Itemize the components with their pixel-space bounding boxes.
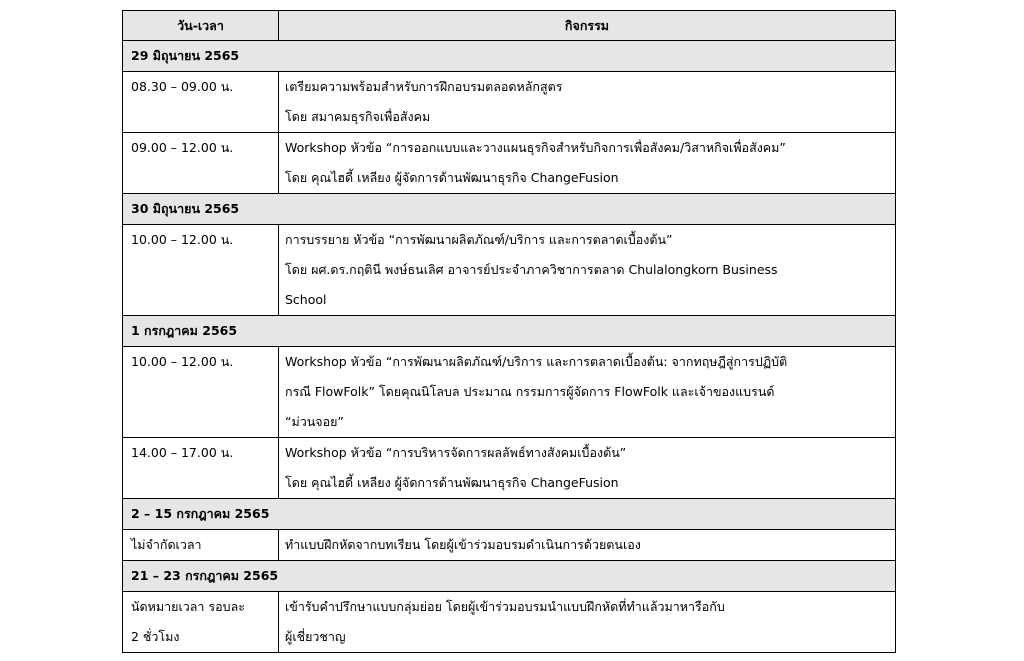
date-heading: 2 – 15 กรกฎาคม 2565 [123, 499, 896, 530]
activity-cell [279, 592, 896, 653]
date-heading: 1 กรกฎาคม 2565 [123, 316, 896, 347]
activity-text: โดย คุณไฮดี้ เหลียง ผู้จัดการด้านพัฒนาธุรกิจ ChangeFusion [285, 170, 619, 185]
activity-row [123, 72, 896, 133]
time-cell [123, 438, 279, 499]
time-text: นัดหมายเวลา รอบละ [131, 599, 245, 614]
activity-cell [279, 72, 896, 133]
activity-text: กรณี FlowFolk” โดยคุณนิโลบล ประมาณ กรรมการผู้จัดการ FlowFolk และเจ้าของแบรนด์ [285, 384, 775, 399]
time-text: 2 ชั่วโมง [131, 629, 180, 644]
schedule-body [123, 41, 896, 653]
activity-text: ผู้เชี่ยวชาญ [285, 629, 346, 644]
time-text: 10.00 – 12.00 น. [131, 354, 234, 369]
header-row [123, 11, 896, 41]
time-cell [123, 592, 279, 653]
activity-text: โดย ผศ.ดร.กฤตินี พงษ์ธนเลิศ อาจารย์ประจำภาควิชาการตลาด Chulalongkorn Business [285, 262, 778, 277]
activity-row [123, 347, 896, 438]
activity-text: เข้ารับคำปรึกษาแบบกลุ่มย่อย โดยผู้เข้าร่วมอบรมนำแบบฝึกหัดที่ทำแล้วมาหารือกับ [285, 599, 725, 614]
activity-row [123, 225, 896, 316]
time-cell [123, 72, 279, 133]
activity-row [123, 438, 896, 499]
time-text: ไม่จำกัดเวลา [131, 537, 202, 552]
activity-text: Workshop หัวข้อ “การบริหารจัดการผลลัพธ์ทางสังคมเบื้องต้น” [285, 445, 627, 460]
activity-cell [279, 438, 896, 499]
activity-text: Workshop หัวข้อ “การออกแบบและวางแผนธุรกิจสำหรับกิจการเพื่อสังคม/วิสาหกิจเพื่อสังคม” [285, 140, 786, 155]
header-activity: กิจกรรม [279, 11, 896, 41]
time-text: 14.00 – 17.00 น. [131, 445, 234, 460]
activity-text: เตรียมความพร้อมสำหรับการฝึกอบรมตลอดหลักสูตร [285, 79, 563, 94]
header-time: วัน-เวลา [123, 11, 279, 41]
time-cell [123, 347, 279, 438]
activity-cell [279, 347, 896, 438]
date-row [123, 194, 896, 225]
activity-cell [279, 225, 896, 316]
activity-row [123, 530, 896, 561]
activity-cell [279, 133, 896, 194]
date-heading: 30 มิถุนายน 2565 [123, 194, 896, 225]
activity-text: โดย สมาคมธุรกิจเพื่อสังคม [285, 109, 431, 124]
schedule-table [122, 10, 896, 653]
time-text: 10.00 – 12.00 น. [131, 232, 234, 247]
time-cell [123, 530, 279, 561]
activity-text: การบรรยาย หัวข้อ “การพัฒนาผลิตภัณฑ์/บริการ และการตลาดเบื้องต้น” [285, 232, 673, 247]
activity-text: โดย คุณไฮดี้ เหลียง ผู้จัดการด้านพัฒนาธุรกิจ ChangeFusion [285, 475, 619, 490]
activity-text: ทำแบบฝึกหัดจากบทเรียน โดยผู้เข้าร่วมอบรมดำเนินการด้วยตนเอง [285, 537, 641, 552]
activity-text: Workshop หัวข้อ “การพัฒนาผลิตภัณฑ์/บริการ และการตลาดเบื้องต้น: จากทฤษฎีสู่การปฏิบัติ [285, 354, 788, 369]
date-row [123, 499, 896, 530]
date-heading: 29 มิถุนายน 2565 [123, 41, 896, 72]
activity-cell [279, 530, 896, 561]
activity-text: “ม่วนจอย” [285, 414, 344, 429]
activity-text: School [285, 292, 327, 307]
time-cell [123, 133, 279, 194]
activity-row [123, 133, 896, 194]
date-heading: 21 – 23 กรกฎาคม 2565 [123, 561, 896, 592]
activity-row [123, 592, 896, 653]
date-row [123, 41, 896, 72]
date-row [123, 561, 896, 592]
time-text: 08.30 – 09.00 น. [131, 79, 234, 94]
time-text: 09.00 – 12.00 น. [131, 140, 234, 155]
date-row [123, 316, 896, 347]
time-cell [123, 225, 279, 316]
